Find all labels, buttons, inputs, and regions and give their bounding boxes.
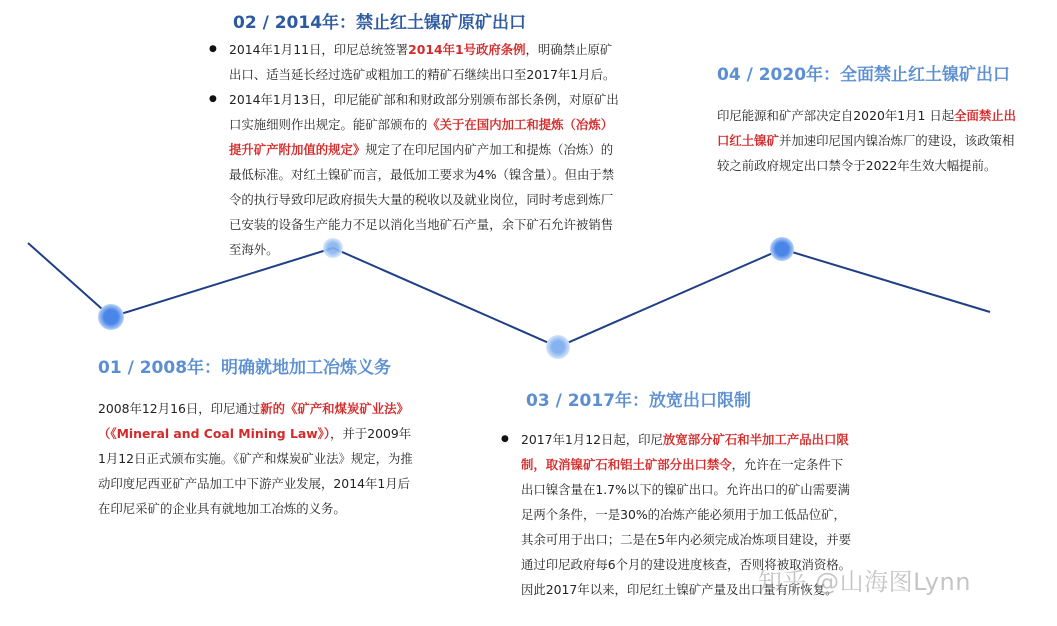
milestone-2020-body: [717, 103, 1017, 178]
highlight-text: 《关于在国内加工和提炼（冶炼）提升矿产附加值的规定》: [229, 117, 614, 157]
milestone-2008-heading: 01 / 2008年：明确就地加工冶炼义务: [98, 358, 392, 378]
milestone-2020-text: [717, 103, 1017, 178]
body-text: 印尼能源和矿产部决定自2020年1月1 日起: [717, 108, 955, 123]
highlight-text: 2014年1号政府条例: [408, 42, 526, 57]
milestone-2017-heading: 03 / 2017年：放宽出口限制: [526, 391, 752, 411]
body-text: 2008年12月16日，印尼通过: [98, 401, 261, 416]
highlight-text: 放宽部分矿石和半加工产品出口限制，取消镍矿石和铝土矿部分出口禁令: [521, 432, 849, 472]
highlight-text: 新的《矿产和煤炭矿业法》（《Mineral and Coal Mining Law》）: [98, 401, 409, 441]
highlight-text: 全面禁止出口红土镍矿: [717, 108, 1017, 148]
milestone-2014-body: [229, 37, 621, 262]
milestone-2008-body: [98, 396, 418, 521]
bullet-item: [229, 87, 621, 262]
milestone-2008-text: [98, 396, 418, 521]
body-text: 并加速印尼国内镍冶炼厂的建设，该政策相较之前政府规定出口禁令于2022年生效大幅提前。: [717, 133, 1015, 173]
body-text: 2014年1月13日，印尼能矿部和和财政部分别颁布部长条例，对原矿出口实施细则作出规定。能矿部颁布的: [229, 92, 619, 132]
body-text: ，明确禁止原矿出口、适当延长经过选矿或粗加工的精矿石继续出口至2017年1月后。: [229, 42, 616, 82]
body-text: 规定了在印尼国内矿产加工和提炼（冶炼）的最低标准。对红土镍矿而言，最低加工要求为4%（镍含量）。但由于禁令的执行导致印尼政府损失大量的税收以及就业岗位，同时考虑到炼厂已安装的设备生产能力不足以消化当地矿石产量，余下矿石允许被销售至海外。: [229, 142, 615, 257]
body-text: 2014年1月11日，印尼总统签署: [229, 42, 409, 57]
milestone-2014-bullets: [229, 37, 621, 262]
bullet-item: [229, 37, 621, 87]
milestone-2014-heading: 02 / 2014年：禁止红土镍矿原矿出口: [233, 13, 527, 33]
body-text: 2017年1月12日起，印尼: [521, 432, 663, 447]
body-text: ，并于2009年1月12日正式颁布实施。《矿产和煤炭矿业法》规定，为推动印度尼西亚矿产品加工中下游产业发展，2014年1月后在印尼采矿的企业具有就地加工冶炼的义务。: [98, 426, 413, 516]
timeline-node-2017: [546, 335, 570, 359]
watermark: 知乎 @山海图Lynn: [758, 568, 971, 596]
timeline-node-2008: [98, 304, 124, 330]
body-text: ，允许在一定条件下出口镍含量在1.7%以下的镍矿出口。允许出口的矿山需要满足两个条件，一是30%的冶炼产能必须用于加工低品位矿，其余可用于出口；二是在5年内必须完成冶炼项目建设，并要通过印尼政府每6个月的建设进度核查，否则将被取消资格。因此2017年以来，印尼红土镍矿产量及出口量有所恢复。: [521, 457, 852, 597]
timeline-node-2020: [770, 237, 794, 261]
milestone-2020-heading: 04 / 2020年：全面禁止红土镍矿出口: [717, 65, 1011, 85]
